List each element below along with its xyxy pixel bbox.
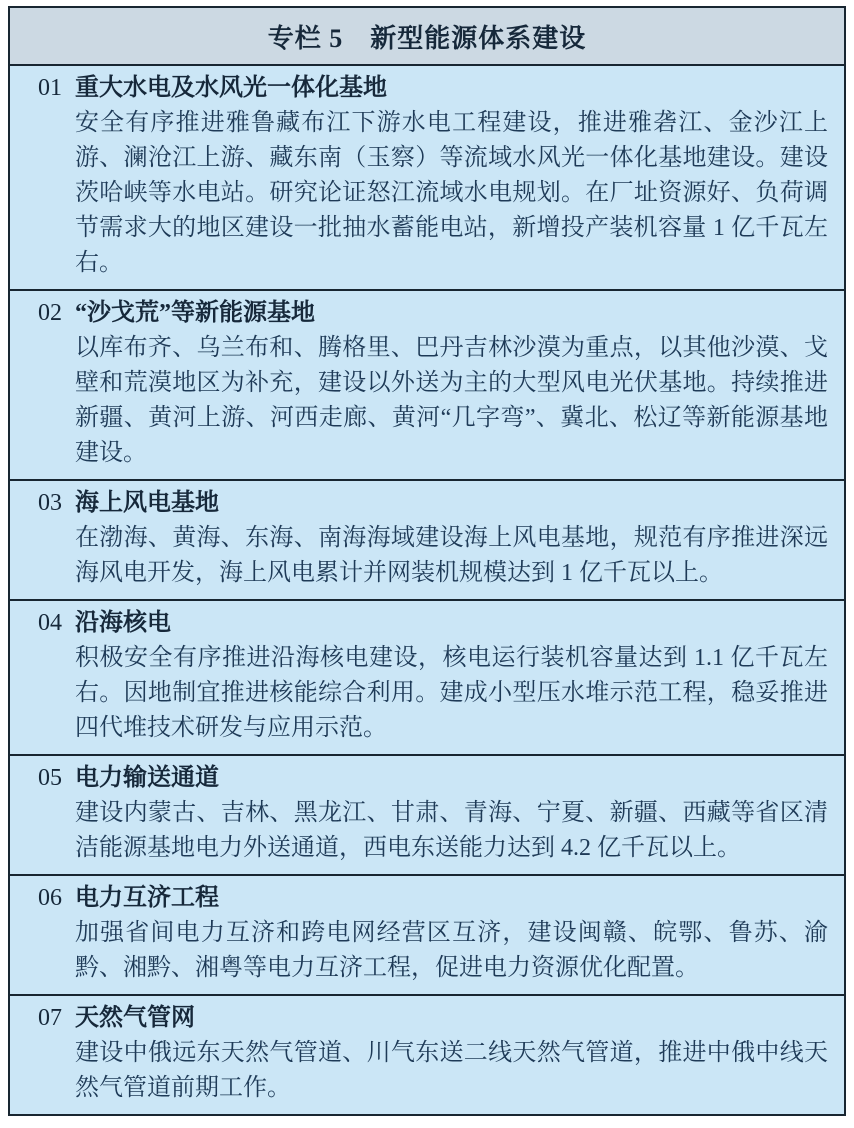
section-body: 加强省间电力互济和跨电网经营区互济，建设闽赣、皖鄂、鲁苏、渝黔、湘黔、湘粤等电力互济工程，促进电力资源优化配置。 (75, 920, 828, 981)
section-number: 05 (38, 765, 62, 791)
section-title: 沿海核电 (75, 610, 171, 636)
section-03 (10, 481, 844, 601)
section-06 (10, 876, 844, 996)
section-body: 在渤海、黄海、东海、南海海域建设海上风电基地，规范有序推进深远海风电开发，海上风电累计并网装机规模达到 1 亿千瓦以上。 (75, 525, 828, 586)
section-title: 海上风电基地 (75, 490, 219, 516)
section-head (38, 296, 828, 331)
section-07 (10, 996, 844, 1114)
section-01 (10, 66, 844, 291)
section-04 (10, 601, 844, 756)
column-panel (8, 6, 846, 1116)
section-number: 01 (38, 75, 62, 101)
section-body: 建设中俄远东天然气管道、川气东送二线天然气管道，推进中俄中线天然气管道前期工作。 (75, 1040, 828, 1101)
section-head (38, 486, 828, 521)
section-number: 04 (38, 610, 62, 636)
section-head (38, 606, 828, 641)
section-05 (10, 756, 844, 876)
section-title: 重大水电及水风光一体化基地 (75, 75, 387, 101)
section-head (38, 761, 828, 796)
section-number: 06 (38, 885, 62, 911)
section-body: 建设内蒙古、吉林、黑龙江、甘肃、青海、宁夏、新疆、西藏等省区清洁能源基地电力外送通道，西电东送能力达到 4.2 亿千瓦以上。 (75, 800, 828, 861)
section-body: 积极安全有序推进沿海核电建设，核电运行装机容量达到 1.1 亿千瓦左右。因地制宜推进核能综合利用。建成小型压水堆示范工程，稳妥推进四代堆技术研发与应用示范。 (75, 645, 828, 741)
section-number: 07 (38, 1005, 62, 1031)
section-title: 电力互济工程 (75, 885, 219, 911)
section-number: 02 (38, 300, 62, 326)
section-title: “沙戈荒”等新能源基地 (75, 300, 315, 326)
section-title: 天然气管网 (75, 1005, 195, 1031)
section-number: 03 (38, 490, 62, 516)
section-head (38, 71, 828, 106)
section-head (38, 1001, 828, 1036)
section-body: 安全有序推进雅鲁藏布江下游水电工程建设，推进雅砻江、金沙江上游、澜沧江上游、藏东南（玉察）等流域水风光一体化基地建设。建设茨哈峡等水电站。研究论证怒江流域水电规划。在厂址资源好、负荷调节需求大的地区建设一批抽水蓄能电站，新增投产装机容量 1 亿千瓦左右。 (75, 110, 828, 276)
section-title: 电力输送通道 (75, 765, 219, 791)
section-02 (10, 291, 844, 481)
panel-title: 专栏 5 新型能源体系建设 (10, 8, 844, 66)
section-head (38, 881, 828, 916)
section-body: 以库布齐、乌兰布和、腾格里、巴丹吉林沙漠为重点，以其他沙漠、戈壁和荒漠地区为补充，建设以外送为主的大型风电光伏基地。持续推进新疆、黄河上游、河西走廊、黄河“几字弯”、冀北、松辽等新能源基地建设。 (75, 335, 828, 466)
